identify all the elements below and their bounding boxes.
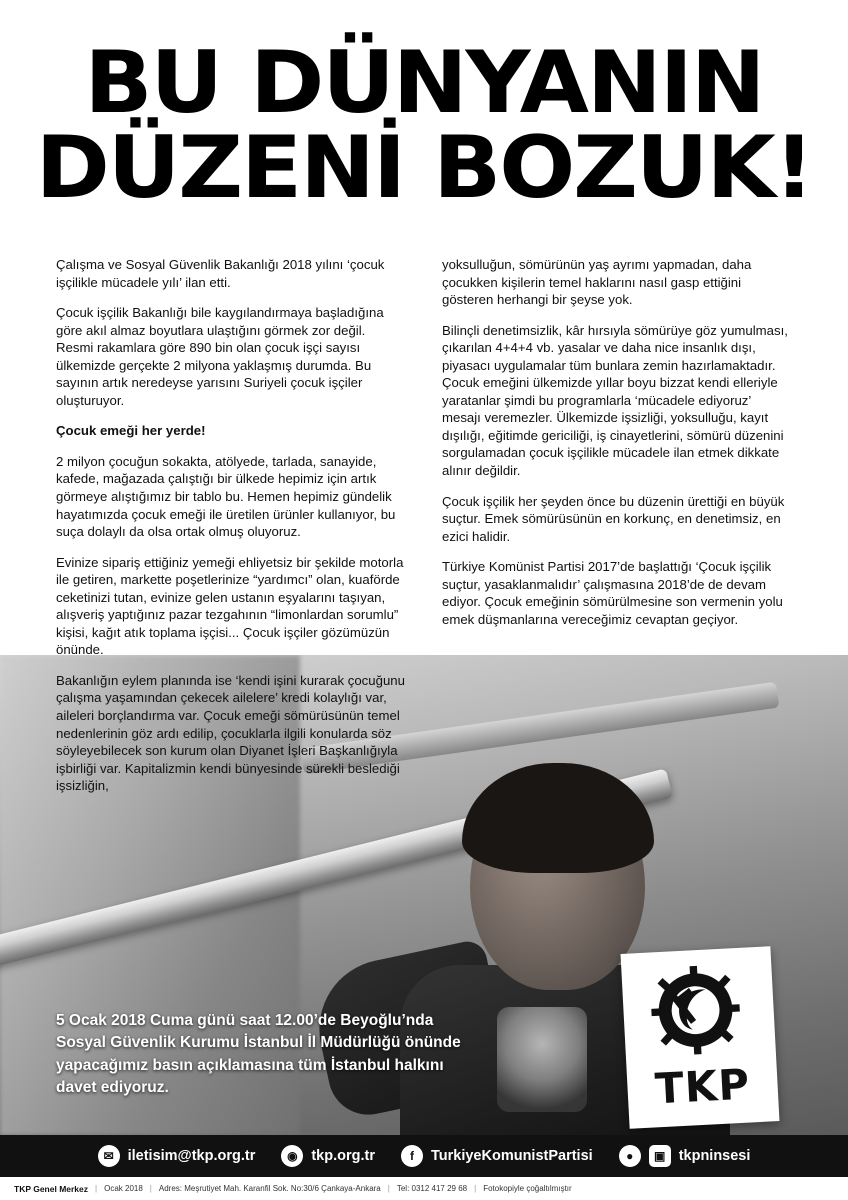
subheading: Çocuk emeği her yerde! <box>56 423 206 439</box>
photo-shirt-graphic <box>497 1007 587 1112</box>
tkp-logo-card <box>621 946 780 1129</box>
contact-website-label: tkp.org.tr <box>311 1148 375 1164</box>
footer-separator: | <box>387 1184 390 1193</box>
contact-social[interactable] <box>619 1145 751 1167</box>
footer-phone: Tel: 0312 417 29 68 <box>396 1184 468 1193</box>
contact-facebook[interactable] <box>401 1145 593 1167</box>
left-column <box>56 256 406 808</box>
paragraph: Çocuk işçilik her şeyden önce bu düzenin ürettiği en büyük suçtur. Emek sömürüsünün en korkunç, en denetimsiz, en ezici halidir. <box>442 493 785 544</box>
globe-icon: ◉ <box>281 1145 303 1167</box>
envelope-icon: ✉ <box>98 1145 120 1167</box>
page-title <box>0 33 848 219</box>
contact-facebook-label: TurkiyeKomunistPartisi <box>430 1148 593 1164</box>
facebook-icon: f <box>401 1145 423 1167</box>
hammer-sickle-gear-icon <box>647 962 744 1059</box>
paragraph: Türkiye Komünist Partisi 2017’de başlattığı ‘Çocuk işçilik suçtur, yasaklanmalıdır’ çalışmasına 2018’de de devam ediyor. Çocuk emeğinin sömürülmesine son vermenin yolu emek düşmanlarına vereceğimiz cevaptan geçiyor. <box>442 559 783 627</box>
footer-address: Adres: Meşrutiyet Mah. Karanfil Sok. No:30/6 Çankaya-Ankara <box>158 1184 381 1193</box>
footer-date: Ocak 2018 <box>104 1184 143 1193</box>
headline-line-2: DÜZENİ BOZUK! <box>35 118 813 219</box>
contact-bar <box>0 1135 848 1177</box>
paragraph: 2 milyon çocuğun sokakta, atölyede, tarlada, sanayide, kafede, mağazada çalıştığı bir ülkede hepimiz için artık görmeye alıştığımız bir tablo bu. Hemen hepimiz gündelik hayatımızda çocuk emeği ile üretilen ürünler kullanıyor, bu suça dolaylı da olsa ortak olmuş oluyoruz. <box>56 453 396 540</box>
article-columns <box>56 256 792 808</box>
paragraph: Çocuk işçilik Bakanlığı bile kaygılandırmaya başladığına göre akıl almaz boyutlara ulaştığını görmek zor değil. Resmi rakamlara göre 890 bin olan çocuk işçi sayısı ülkemizde gerçekte 2 milyona yaklaşmış durumda. Bu sayının artık neredeyse yarısını Suriyeli çocuk işçiler oluşturuyor. <box>56 305 384 408</box>
event-callout: 5 Ocak 2018 Cuma günü saat 12.00’de Beyoğlu’nda Sosyal Güvenlik Kurumu İstanbul İl Müdürlüğü önünde yapacağımız basın açıklamasına tüm İstanbul halkını davet ediyoruz. <box>56 1012 461 1097</box>
right-column <box>442 256 792 808</box>
paragraph: Bilinçli denetimsizlik, kâr hırsıyla sömürüye göz yumulması, çıkarılan 4+4+4 vb. yasalar ve daha nice insanlık dışı, piyasacı uygulamalar tüm bunlara zemin hazırlamaktadır. Çocuk emeğini ülkemizde yıllar boyu bizzat kendi elleriyle yaratanlar şimdi bu programlarla ‘mücadele ediyoruz’ mesajı veremezler. Ülkemizde işsizliği, yoksulluğu, kayıt dışılığı, eğitimde gericiliği, iş cinayetlerini, sömürü düzenini sorgulamadan çocuk işçilikle mücadele ilan etmek dikkate alınır değildir. <box>442 322 788 479</box>
paragraph: yoksulluğun, sömürünün yaş ayrımı yapmadan, daha çocukken kişilerin temel haklarını nasıl gasp ettiğini gösteren herhangi bir şeyse yok. <box>442 257 752 308</box>
contact-email[interactable] <box>98 1145 256 1167</box>
footer-separator: | <box>149 1184 152 1193</box>
footer <box>0 1177 848 1200</box>
footer-org: TKP Genel Merkez <box>14 1183 89 1194</box>
footer-separator: | <box>95 1184 98 1193</box>
instagram-icon: ▣ <box>649 1145 671 1167</box>
footer-note: Fotokopiyle çoğaltılmıştır <box>483 1184 572 1193</box>
contact-social-label: tkpninsesi <box>678 1148 751 1164</box>
headline-line-1: BU DÜNYANIN <box>84 33 764 133</box>
paragraph: Çalışma ve Sosyal Güvenlik Bakanlığı 2018 yılını ‘çocuk işçilikle mücadele yılı’ ilan etti. <box>56 257 385 290</box>
twitter-icon: ● <box>619 1145 641 1167</box>
footer-separator: | <box>474 1184 477 1193</box>
paragraph: Evinize sipariş ettiğiniz yemeği ehliyetsiz bir şekilde motorla ile getiren, markette poşetlerinize “yardımcı” olan, kuaförde ceketinizi tutan, evinize gelen ustanın eşyalarını taşıyan, alışveriş yaptığınız pazar tezgahının “limonlardan sorumlu” kişisi, kağıt atık toplama işçisi... Çocuk işçiler gözümüzün önünde. <box>56 554 404 658</box>
paragraph: Bakanlığın eylem planında ise ‘kendi işini kurarak çocuğunu çalışma yaşamından çekecek ailelere’ kredi kolaylığı var, aileleri borçlandırma var. Çocuk emeği sömürüsünün temel nedenlerinin göz ardı edilip, çocuklarla ilgili konularda söz söyleyebilecek son kurum olan Diyanet İşleri Başkanlığıyla işbirliği var. Kapitalizmin kendi bünyesinde sürekli beslediği işsizliğin, <box>56 672 405 794</box>
contact-website[interactable] <box>281 1145 375 1167</box>
contact-email-label: iletisim@tkp.org.tr <box>127 1148 256 1164</box>
tkp-logo-text: TKP <box>653 1059 752 1114</box>
